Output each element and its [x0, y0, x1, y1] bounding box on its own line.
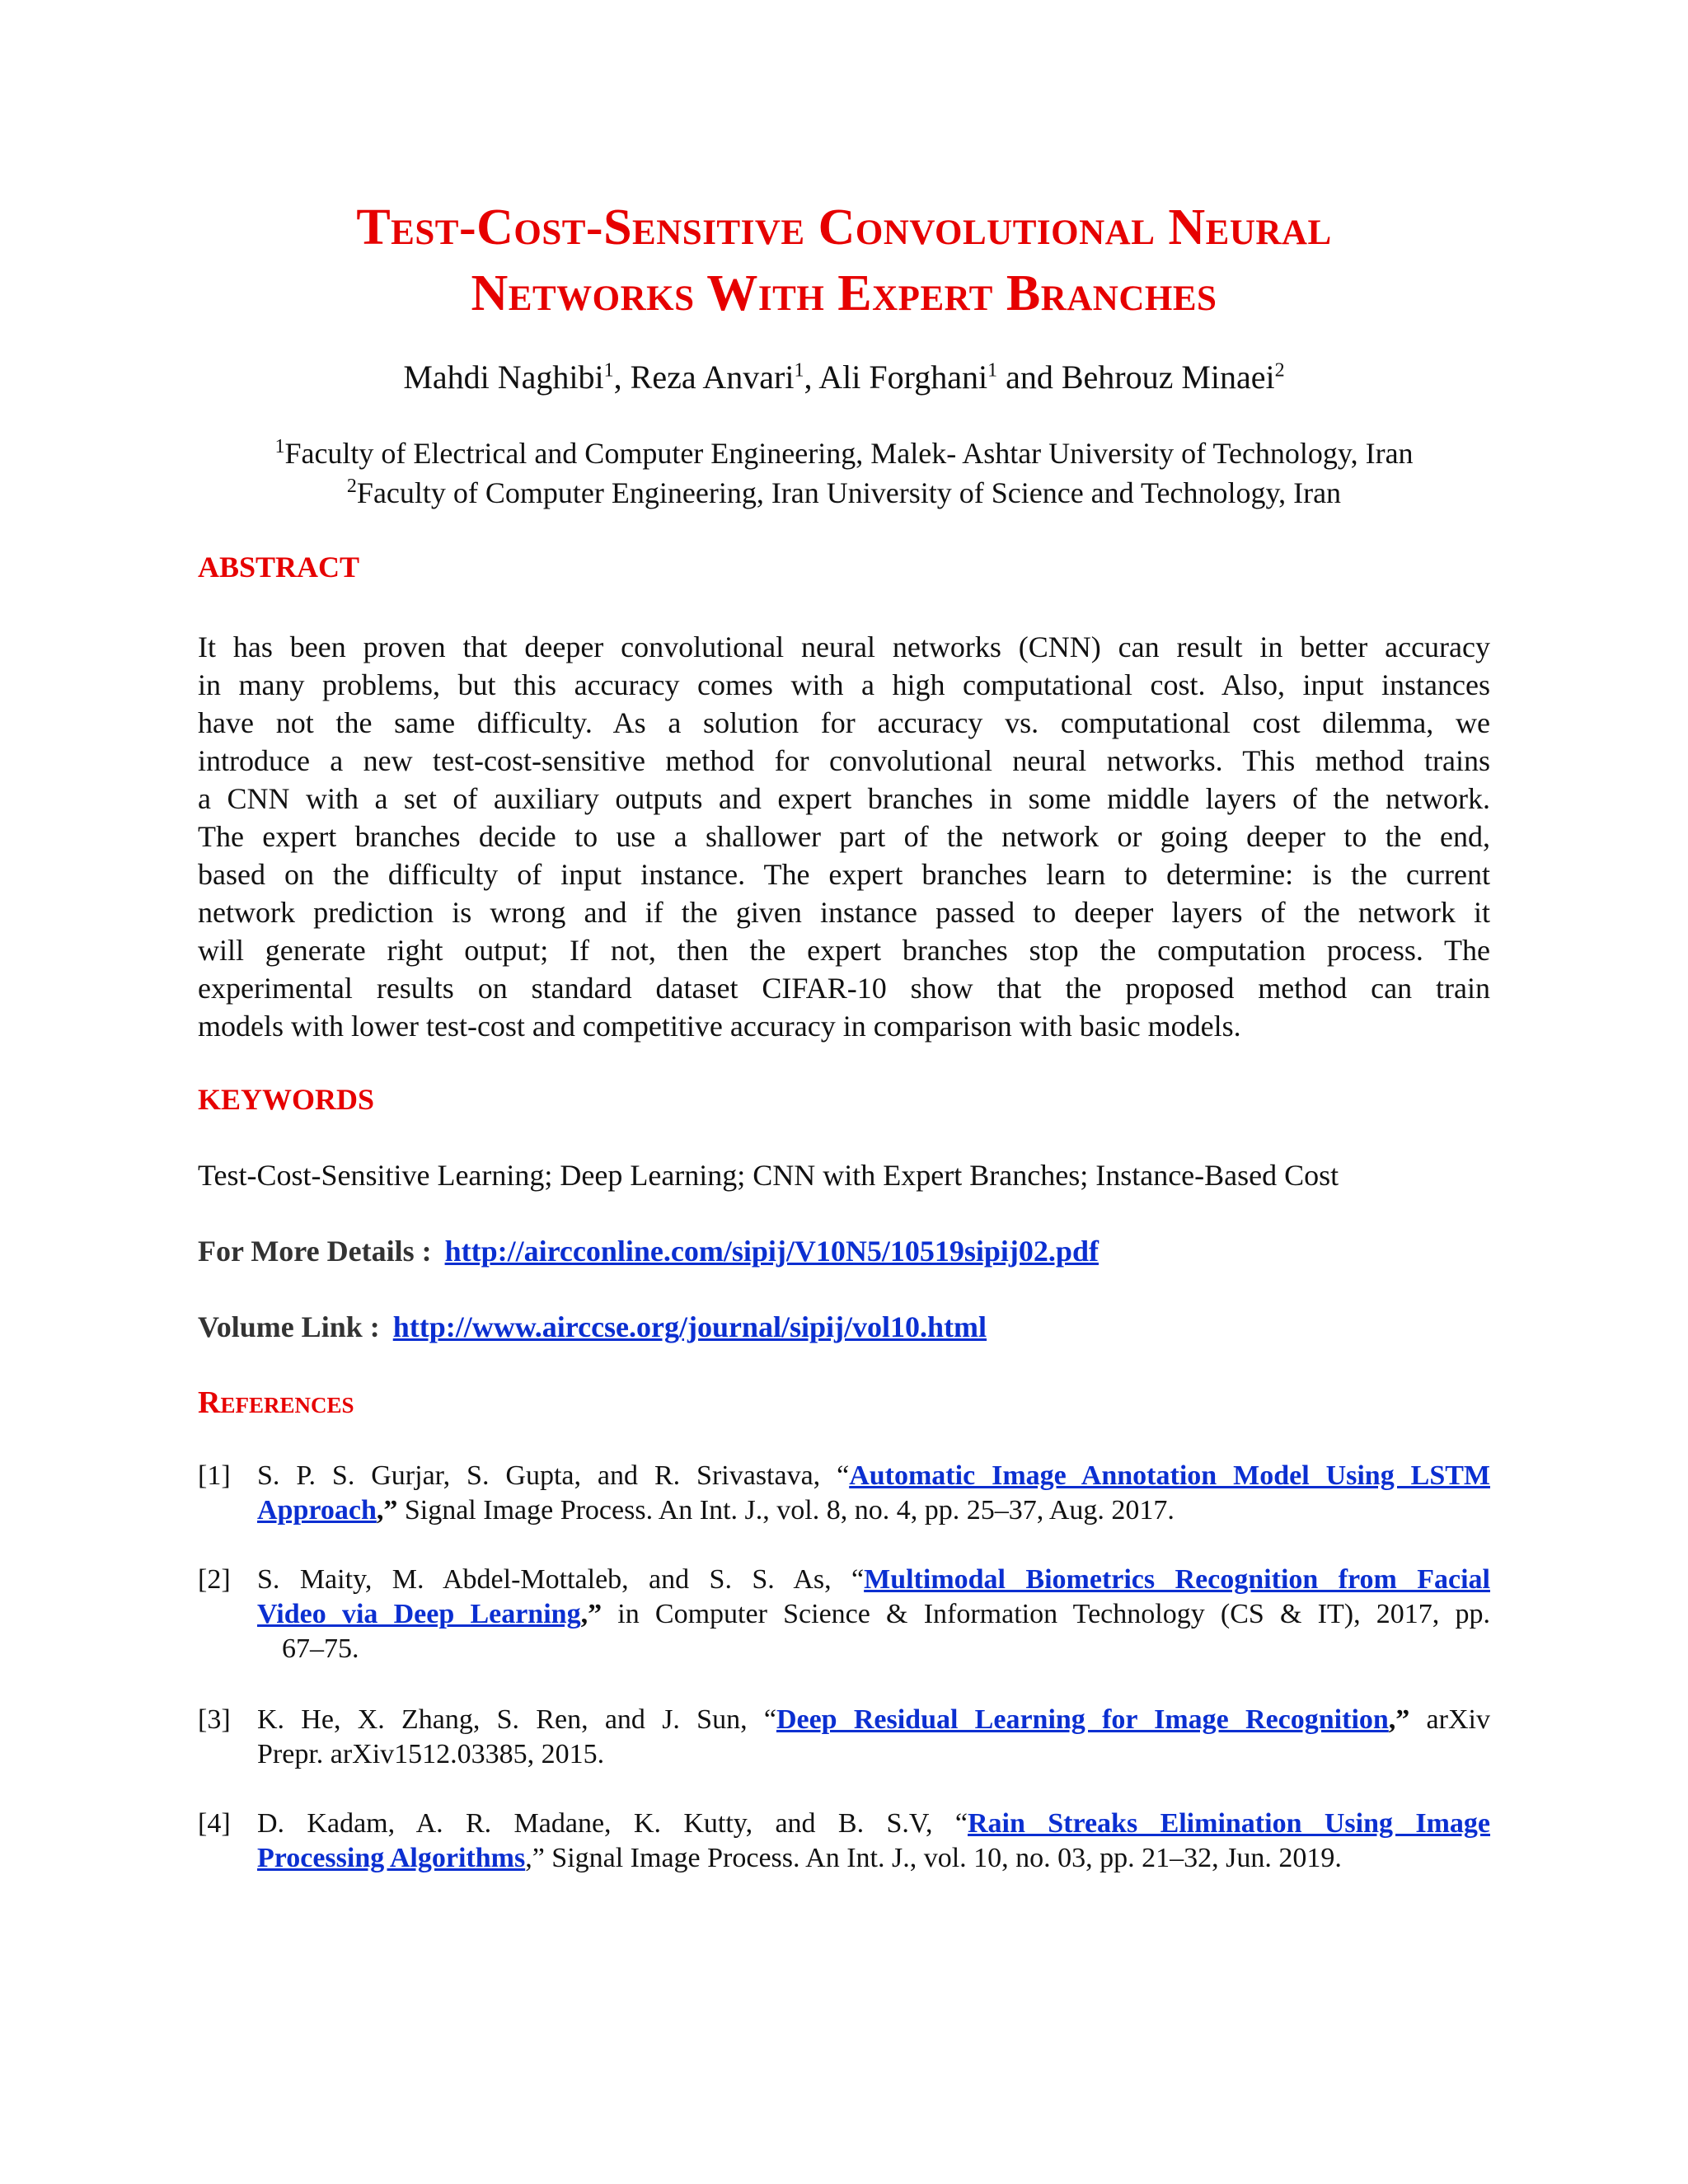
keywords-text: Test-Cost-Sensitive Learning; Deep Learning; CNN with Expert Branches; Instance-Based Cost	[198, 1159, 1339, 1192]
author-affil-sup: 1	[603, 359, 614, 382]
more-details-row	[198, 1231, 1099, 1271]
author-separator: ,	[613, 359, 631, 396]
reference-venue: Signal Image Process. An Int. J., vol. 8, no. 4, pp. 25–37, Aug. 2017.	[397, 1495, 1175, 1526]
reference-text	[257, 1703, 1490, 1772]
abstract-line: It has been proven that deeper convolutional neural networks (CNN) can result in better accuracy	[198, 630, 1490, 663]
reference-number: [1]	[198, 1460, 231, 1491]
more-details-label: For More Details :	[198, 1235, 432, 1268]
author-name: Mahdi Naghibi	[403, 359, 604, 396]
affiliation-2	[165, 473, 1523, 513]
reference-line	[257, 1807, 1490, 1841]
reference-line	[257, 1841, 1490, 1876]
affiliation-text: Faculty of Electrical and Computer Engineering, Malek- Ashtar University of Technology, Iran	[284, 437, 1414, 470]
more-details-link[interactable]: http://aircconline.com/sipij/V10N5/10519sipij02.pdf	[444, 1235, 1099, 1268]
reference-authors: K. He, X. Zhang, S. Ren, and J. Sun, “	[257, 1704, 776, 1735]
abstract-body	[198, 628, 1490, 1045]
title-line-1: Test-Cost-Sensitive Convolutional Neural	[356, 199, 1332, 255]
abstract-heading: ABSTRACT	[198, 551, 360, 583]
affiliation-sup: 1	[274, 436, 285, 457]
references-heading: References	[198, 1385, 354, 1420]
author-list	[165, 353, 1523, 402]
abstract-line: introduce a new test-cost-sensitive method for convolutional neural networks. This method trains	[198, 744, 1490, 777]
reference-item	[198, 1807, 1490, 1881]
affiliations	[165, 434, 1523, 513]
reference-title-link[interactable]: Approach	[257, 1495, 377, 1526]
title-line-2: Networks With Expert Branches	[471, 265, 1217, 321]
volume-link[interactable]: http://www.airccse.org/journal/sipij/vol10.html	[392, 1310, 987, 1343]
reference-text	[257, 1459, 1490, 1528]
abstract-line: experimental results on standard dataset CIFAR-10 show that the proposed method can train	[198, 972, 1490, 1005]
reference-venue: in Computer Science & Information Technology (CS & IT), 2017, pp.	[602, 1599, 1491, 1629]
author-affil-sup: 2	[1274, 359, 1285, 382]
reference-authors: S. P. S. Gurjar, S. Gupta, and R. Srivastava, “	[257, 1460, 850, 1491]
abstract-line: The expert branches decide to use a shallower part of the network or going deeper to the end,	[198, 820, 1490, 853]
reference-number: [4]	[198, 1808, 231, 1839]
reference-title-link[interactable]: Deep Residual Learning for Image Recognition	[776, 1704, 1389, 1735]
reference-line	[257, 1459, 1490, 1493]
reference-number: [3]	[198, 1704, 231, 1735]
abstract-line: models with lower test-cost and competitive accuracy in comparison with basic models.	[198, 1010, 1241, 1043]
reference-quote: ,”	[376, 1495, 398, 1526]
author-separator: and	[997, 359, 1062, 396]
abstract-line: based on the difficulty of input instance. The expert branches learn to determine: is the current	[198, 858, 1490, 891]
reference-line	[257, 1493, 1490, 1528]
author-name: Ali Forghani	[818, 359, 988, 396]
reference-item	[198, 1459, 1490, 1533]
volume-link-label: Volume Link :	[198, 1310, 380, 1343]
abstract-line: network prediction is wrong and if the given instance passed to deeper layers of the network it	[198, 896, 1490, 929]
reference-title-link[interactable]: Processing Algorithms	[257, 1843, 526, 1873]
abstract-line: have not the same difficulty. As a solution for accuracy vs. computational cost dilemma, we	[198, 706, 1490, 739]
reference-line: 67–75.	[282, 1633, 359, 1664]
affiliation-1	[165, 434, 1523, 473]
keywords-heading: KEYWORDS	[198, 1083, 375, 1116]
reference-title-link[interactable]: Video via Deep Learning	[257, 1599, 581, 1629]
reference-line	[257, 1703, 1490, 1737]
reference-authors: S. Maity, M. Abdel-Mottaleb, and S. S. As, “	[257, 1564, 865, 1595]
reference-item	[198, 1563, 1490, 1670]
reference-line: Prepr. arXiv1512.03385, 2015.	[257, 1739, 605, 1769]
reference-title-link[interactable]: Automatic Image Annotation Model Using LSTM	[849, 1460, 1490, 1491]
reference-item	[198, 1703, 1490, 1777]
reference-title-link[interactable]: Multimodal Biometrics Recognition from Facial	[864, 1564, 1490, 1595]
abstract-line: a CNN with a set of auxiliary outputs and expert branches in some middle layers of the network.	[198, 782, 1490, 815]
volume-link-row	[198, 1307, 987, 1347]
reference-line	[257, 1597, 1490, 1632]
reference-number: [2]	[198, 1564, 231, 1595]
reference-title-link[interactable]: Rain Streaks Elimination Using Image	[967, 1808, 1491, 1839]
reference-authors: D. Kadam, A. R. Madane, K. Kutty, and B. S.V, “	[257, 1808, 968, 1839]
author-name: Reza Anvari	[630, 359, 795, 396]
reference-text	[257, 1807, 1490, 1876]
reference-quote: ,”	[580, 1599, 603, 1629]
reference-text	[257, 1563, 1490, 1666]
reference-quote: ,”	[1388, 1704, 1410, 1735]
affiliation-sup: 2	[346, 476, 357, 497]
paper-title	[165, 194, 1523, 326]
reference-line	[257, 1563, 1490, 1597]
author-name: Behrouz Minaei	[1061, 359, 1275, 396]
author-affil-sup: 1	[987, 359, 998, 382]
author-affil-sup: 1	[794, 359, 804, 382]
abstract-line: will generate right output; If not, then the expert branches stop the computation process. The	[198, 934, 1490, 967]
abstract-line: in many problems, but this accuracy comes with a high computational cost. Also, input instances	[198, 668, 1490, 701]
author-separator: ,	[804, 359, 819, 396]
reference-venue: arXiv	[1409, 1704, 1490, 1735]
affiliation-text: Faculty of Computer Engineering, Iran University of Science and Technology, Iran	[356, 476, 1342, 509]
reference-venue: ,” Signal Image Process. An Int. J., vol. 10, no. 03, pp. 21–32, Jun. 2019.	[525, 1843, 1342, 1873]
